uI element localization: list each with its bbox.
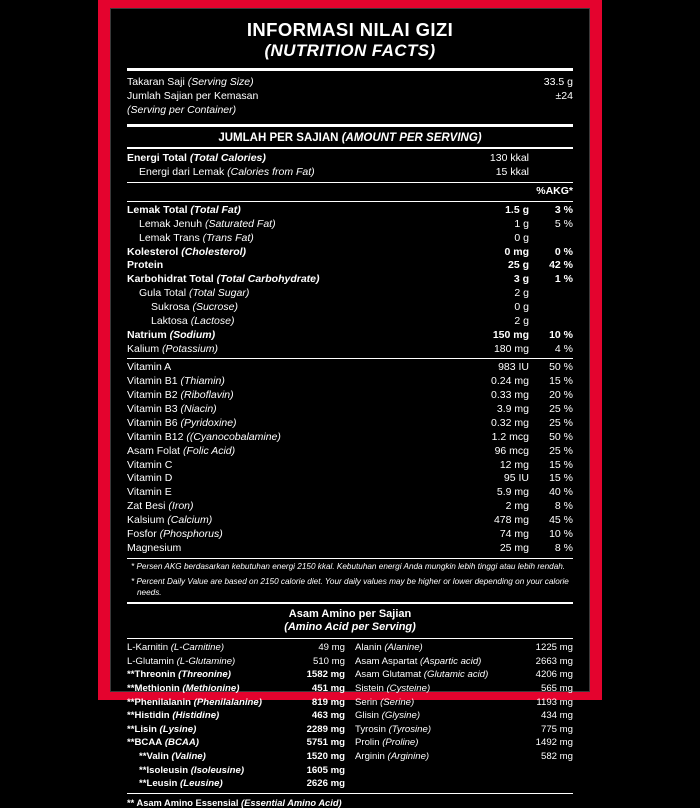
row-label-en: (Riboflavin) <box>177 389 234 402</box>
row-label <box>355 668 515 682</box>
row-label-en: (Lactose) <box>187 314 235 327</box>
row-value: 150 mg <box>492 328 529 341</box>
row-value: 1.5 g <box>505 204 529 217</box>
row-label-en: (BCAA) <box>162 737 199 749</box>
table-row <box>127 500 573 514</box>
row-percent: 1 % <box>554 273 573 286</box>
row-label-en: (Sucrose) <box>189 301 238 314</box>
row-label-en: (Glutamic acid) <box>421 669 489 681</box>
amino-acid-column-right <box>355 641 573 791</box>
table-row <box>127 682 345 696</box>
row-label <box>139 218 463 232</box>
row-label <box>127 655 287 669</box>
row-label-en: (Methionine) <box>179 683 240 695</box>
row-label <box>139 777 287 791</box>
row-label-en: (Alanine) <box>381 642 423 654</box>
row-label <box>151 315 463 329</box>
energy-from-fat-row <box>127 166 573 180</box>
row-label-id: Lemak Jenuh <box>139 217 203 230</box>
row-label-en: (Potassium) <box>159 342 219 355</box>
row-label <box>127 472 463 486</box>
table-row <box>355 696 573 710</box>
table-row <box>127 431 573 445</box>
row-label-id: Protein <box>127 259 164 272</box>
row-label <box>127 431 463 445</box>
row-label-id: Sistein <box>355 683 384 695</box>
row-label-id: Lemak Trans <box>139 231 200 244</box>
amount-per-serving-en: (AMOUNT PER SERVING) <box>341 132 482 145</box>
energy-total-label-id: Energi Total <box>127 152 187 165</box>
row-label-en: (Histidine) <box>169 710 220 722</box>
akg-header-row <box>127 185 573 199</box>
akg-header-label: %AKG* <box>536 185 573 198</box>
table-row <box>355 655 573 669</box>
row-label-id: Arginin <box>355 751 385 763</box>
table-row <box>127 375 573 389</box>
row-label <box>127 542 463 556</box>
table-row <box>127 232 573 246</box>
row-percent: 50 % <box>549 361 573 374</box>
row-label <box>355 641 515 655</box>
table-row <box>127 655 345 669</box>
row-label-id: **Valin <box>139 751 169 763</box>
energy-section <box>127 152 573 180</box>
row-label-id: Kolesterol <box>127 245 179 258</box>
row-percent: 15 % <box>549 375 573 388</box>
amino-acid-column-left <box>127 641 345 791</box>
row-label-en: (Isoleusine) <box>188 764 245 776</box>
row-label-id: **Threonin <box>127 669 176 681</box>
row-label-id: Vitamin E <box>127 486 172 499</box>
servings-per-container-label-id: Jumlah Sajian per Kemasan <box>127 89 259 102</box>
serving-size-label-en: (Serving Size) <box>187 75 254 88</box>
row-value: 1492 mg <box>535 737 573 749</box>
row-label <box>355 655 515 669</box>
row-value: 1582 mg <box>306 669 345 681</box>
row-label-en: (Folic Acid) <box>180 444 236 457</box>
row-label-en: (Glysine) <box>379 710 421 722</box>
row-label-id: Sukrosa <box>151 301 190 314</box>
row-percent: 42 % <box>549 259 573 272</box>
row-value: 3 g <box>513 273 529 286</box>
row-label <box>127 696 287 710</box>
row-value: 0.32 mg <box>491 416 529 429</box>
table-row <box>127 329 573 343</box>
row-value: 819 mg <box>311 696 345 708</box>
row-percent: 45 % <box>549 513 573 526</box>
energy-from-fat-label-id: Energi dari Lemak <box>139 166 225 179</box>
row-label <box>127 375 463 389</box>
row-value: 775 mg <box>541 723 573 735</box>
row-label-id: Asam Glutamat <box>355 669 422 681</box>
row-label <box>127 500 463 514</box>
row-label <box>355 709 515 723</box>
table-row <box>127 736 345 750</box>
row-label <box>127 486 463 500</box>
row-value: 2 mg <box>505 500 529 513</box>
row-label-id: **Leusin <box>139 778 178 790</box>
footnote-id: * Persen AKG berdasarkan kebutuhan energi 2150 kkal. Kebutuhan energi Anda mungkin lebih tinggi atau lebih rendah. <box>131 561 566 571</box>
row-label <box>139 287 463 301</box>
row-label <box>127 403 463 417</box>
table-row <box>127 389 573 403</box>
serving-size-row <box>127 76 573 90</box>
row-label <box>355 696 515 710</box>
row-label-en: (Arginine) <box>384 751 430 763</box>
row-label-en: ((Cyanocobalamine) <box>183 430 281 443</box>
row-value: 5751 mg <box>306 737 345 749</box>
row-label <box>127 459 463 473</box>
row-percent: 15 % <box>549 458 573 471</box>
serving-size-value: 33.5 g <box>543 75 573 88</box>
row-label <box>127 668 287 682</box>
row-label <box>151 301 463 315</box>
row-value: 25 mg <box>499 541 529 554</box>
row-percent: 10 % <box>549 527 573 540</box>
row-value: 582 mg <box>541 751 573 763</box>
servings-per-container-row <box>127 90 573 104</box>
table-row <box>127 259 573 273</box>
row-label <box>127 204 463 218</box>
row-label <box>355 736 515 750</box>
nutrition-panel <box>110 8 590 808</box>
footnotes <box>127 561 573 598</box>
divider-after-serving <box>127 124 573 127</box>
row-label-id: Kalium <box>127 342 160 355</box>
row-value: 4206 mg <box>535 669 573 681</box>
row-value: 983 IU <box>498 361 529 374</box>
row-label-en: (Leusine) <box>177 778 223 790</box>
table-row <box>355 750 573 764</box>
divider-before-amino <box>127 602 573 604</box>
row-label-en: (Threonine) <box>175 669 231 681</box>
row-value: 463 mg <box>311 710 345 722</box>
row-label-en: (Tyrosine) <box>385 723 432 735</box>
row-label-id: Lemak Total <box>127 204 188 217</box>
row-label <box>127 736 287 750</box>
table-row <box>127 343 573 357</box>
table-row <box>355 723 573 737</box>
servings-per-container-row-en <box>127 104 573 118</box>
row-value: 1520 mg <box>306 751 345 763</box>
table-row <box>127 315 573 329</box>
table-row <box>355 641 573 655</box>
row-label-en: (Calcium) <box>164 513 213 526</box>
row-label-id: Prolin <box>355 737 380 749</box>
row-label-en: (Cholesterol) <box>178 245 247 258</box>
row-label-id: Kalsium <box>127 513 165 526</box>
amount-per-serving-heading <box>127 132 573 144</box>
row-value: 180 mg <box>493 342 529 355</box>
table-row <box>355 709 573 723</box>
row-label <box>127 445 463 459</box>
row-value: 12 mg <box>499 458 529 471</box>
row-label-en: (Niacin) <box>177 403 217 416</box>
row-label <box>127 723 287 737</box>
row-label-id: **BCAA <box>127 737 163 749</box>
row-label <box>127 417 463 431</box>
row-label-en: (Trans Fat) <box>199 231 254 244</box>
nutrient-list <box>127 204 573 356</box>
table-row <box>127 361 573 375</box>
row-percent: 25 % <box>549 403 573 416</box>
row-value: 49 mg <box>318 642 345 654</box>
row-label-en: (Phenilalanine) <box>190 696 262 708</box>
row-label <box>355 750 515 764</box>
row-label-en: (Proline) <box>379 737 419 749</box>
table-row <box>127 641 345 655</box>
divider-top <box>127 68 573 71</box>
table-row <box>127 514 573 528</box>
row-label-en: (Valine) <box>168 751 206 763</box>
table-row <box>127 417 573 431</box>
row-value: 1605 mg <box>306 764 345 776</box>
row-label-id: Vitamin C <box>127 458 173 471</box>
row-label <box>127 259 463 273</box>
row-label-id: Gula Total <box>139 287 187 300</box>
vitamin-list <box>127 361 573 555</box>
table-row <box>127 445 573 459</box>
servings-per-container-label-en: (Serving per Container) <box>127 103 237 116</box>
row-value: 2 g <box>514 314 529 327</box>
row-percent: 0 % <box>554 245 573 258</box>
energy-total-row <box>127 152 573 166</box>
divider-after-heading <box>127 147 573 149</box>
row-label <box>127 246 463 260</box>
table-row <box>127 287 573 301</box>
table-row <box>127 696 345 710</box>
row-label-en: (Total Sugar) <box>186 287 250 300</box>
row-label-en: (Pyridoxine) <box>177 416 237 429</box>
table-row <box>127 273 573 287</box>
row-label-id: Vitamin A <box>127 361 172 374</box>
table-row <box>127 723 345 737</box>
table-row <box>127 777 345 791</box>
row-value: 25 g <box>507 259 529 272</box>
amino-acid-table <box>127 641 573 791</box>
divider-before-footnotes <box>127 558 573 559</box>
row-label-en: (L-Carnitine) <box>168 642 225 654</box>
row-label-id: Vitamin B3 <box>127 403 178 416</box>
row-label-id: Vitamin B6 <box>127 416 178 429</box>
row-value: 565 mg <box>541 683 573 695</box>
serving-size-label-id: Takaran Saji <box>127 75 185 88</box>
serving-section <box>127 76 573 118</box>
row-label-id: Asam Folat <box>127 444 181 457</box>
row-label-id: L-Karnitin <box>127 642 169 654</box>
row-label-id: Glisin <box>355 710 379 722</box>
table-row <box>127 764 345 778</box>
row-label-en: (Serine) <box>377 696 415 708</box>
row-label-en: (Lysine) <box>156 723 197 735</box>
divider-after-amino-heading <box>127 638 573 639</box>
row-label-id: Vitamin B2 <box>127 389 178 402</box>
row-value: 0 mg <box>504 245 529 258</box>
row-label <box>139 232 463 246</box>
table-row <box>127 218 573 232</box>
essential-amino-note <box>127 798 573 808</box>
row-value: 96 mcg <box>494 444 529 457</box>
amount-per-serving-id: JUMLAH PER SAJIAN <box>218 132 339 145</box>
row-label-en: (Saturated Fat) <box>202 217 276 230</box>
row-label-id: Vitamin D <box>127 472 173 485</box>
row-label-id: Zat Besi <box>127 500 166 513</box>
serving-size-label <box>127 76 503 90</box>
row-percent: 50 % <box>549 430 573 443</box>
row-label <box>139 764 287 778</box>
row-value: 2663 mg <box>535 655 573 667</box>
row-label-en: (Aspartic acid) <box>417 655 482 667</box>
row-value: 1193 mg <box>536 696 573 708</box>
table-row <box>127 459 573 473</box>
page-title <box>127 19 573 61</box>
row-label-id: Laktosa <box>151 314 188 327</box>
row-label-en: (Sodium) <box>166 328 216 341</box>
row-label-id: **Histidin <box>127 710 170 722</box>
table-row <box>127 472 573 486</box>
row-label <box>127 273 463 287</box>
row-label-id: Vitamin B12 <box>127 430 184 443</box>
row-percent: 40 % <box>549 486 573 499</box>
row-label-id: L-Glutamin <box>127 655 174 667</box>
row-percent: 8 % <box>554 541 573 554</box>
row-percent: 5 % <box>554 217 573 230</box>
row-label <box>127 361 463 375</box>
row-label <box>127 709 287 723</box>
row-value: 95 IU <box>503 472 529 485</box>
table-row <box>127 750 345 764</box>
energy-from-fat-label-en: (Calories from Fat) <box>227 166 315 179</box>
row-label-id: **Phenilalanin <box>127 696 191 708</box>
row-label <box>127 528 463 542</box>
energy-total-label <box>127 152 463 166</box>
energy-total-value: 130 kkal <box>489 152 529 165</box>
table-row <box>127 486 573 500</box>
energy-from-fat-label <box>139 166 463 180</box>
table-row <box>127 709 345 723</box>
energy-total-label-en: (Total Calories) <box>189 152 266 165</box>
energy-from-fat-value: 15 kkal <box>495 166 529 179</box>
row-value: 1 g <box>514 217 529 230</box>
title-id: INFORMASI NILAI GIZI <box>246 19 454 40</box>
divider-before-vitamins <box>127 358 573 359</box>
row-value: 478 mg <box>493 513 529 526</box>
row-label <box>127 514 463 528</box>
table-row <box>127 204 573 218</box>
row-label-en: (Total Fat) <box>187 204 241 217</box>
row-label <box>127 641 287 655</box>
row-value: 0 g <box>514 231 529 244</box>
row-label-id: Tyrosin <box>355 723 386 735</box>
table-row <box>127 542 573 556</box>
row-label-en: (Thiamin) <box>177 375 225 388</box>
row-value: 5.9 mg <box>496 486 529 499</box>
table-row <box>355 668 573 682</box>
row-percent: 8 % <box>554 500 573 513</box>
row-percent: 20 % <box>549 389 573 402</box>
row-value: 2289 mg <box>306 723 345 735</box>
row-label <box>127 343 463 357</box>
row-label-en: (Iron) <box>165 500 194 513</box>
row-value: 3.9 mg <box>496 403 529 416</box>
essential-amino-note-id: ** Asam Amino Essensial <box>127 797 239 808</box>
divider-before-akg <box>127 182 573 183</box>
row-value: 74 mg <box>499 527 529 540</box>
row-label-en: (Phosphorus) <box>156 527 223 540</box>
row-percent: 25 % <box>549 444 573 457</box>
essential-amino-note-en: (Essential Amino Acid) <box>241 797 342 808</box>
nutrition-panel-content <box>111 9 589 808</box>
row-label <box>355 682 515 696</box>
row-value: 0.33 mg <box>491 389 529 402</box>
row-value: 1225 mg <box>535 642 573 654</box>
servings-per-container-value: ±24 <box>555 89 573 102</box>
row-label <box>139 750 287 764</box>
row-percent: 10 % <box>549 328 573 341</box>
row-value: 0 g <box>514 301 529 314</box>
table-row <box>127 668 345 682</box>
table-row <box>127 301 573 315</box>
row-label-id: Fosfor <box>127 527 157 540</box>
row-label-id: Asam Aspartat <box>355 655 418 667</box>
row-label-en: (L-Glutamine) <box>173 655 236 667</box>
amino-acid-heading-en: (Amino Acid per Serving) <box>284 621 416 634</box>
row-label <box>355 723 515 737</box>
row-label <box>127 682 287 696</box>
table-row <box>127 528 573 542</box>
amino-acid-heading-id: Asam Amino per Sajian <box>288 607 412 620</box>
row-percent: 15 % <box>549 472 573 485</box>
row-label-id: **Isoleusin <box>139 764 189 776</box>
divider-before-bottom-note <box>127 793 573 794</box>
amino-acid-heading <box>127 608 573 636</box>
divider-after-akg <box>127 201 573 202</box>
row-label-en: (Total Carbohydrate) <box>213 273 320 286</box>
table-row <box>355 682 573 696</box>
row-label-en: (Cysteine) <box>383 683 431 695</box>
row-label-id: Natrium <box>127 328 167 341</box>
row-label-id: Vitamin B1 <box>127 375 178 388</box>
footnote-en: * Percent Daily Value are based on 2150 calorie diet. Your daily values may be higher or lower depending on your calorie needs. <box>131 576 569 597</box>
row-value: 2 g <box>514 287 529 300</box>
row-value: 2626 mg <box>306 778 345 790</box>
row-label-id: Alanin <box>355 642 382 654</box>
row-value: 451 mg <box>311 683 345 695</box>
row-label-id: Serin <box>355 696 378 708</box>
table-row <box>127 403 573 417</box>
row-label-id: **Methionin <box>127 683 180 695</box>
row-percent: 4 % <box>554 342 573 355</box>
row-label <box>127 389 463 403</box>
row-percent: 3 % <box>554 204 573 217</box>
table-row <box>355 736 573 750</box>
row-value: 0.24 mg <box>491 375 529 388</box>
row-label-id: Magnesium <box>127 541 182 554</box>
title-en: (NUTRITION FACTS) <box>264 40 436 60</box>
row-value: 1.2 mcg <box>491 430 529 443</box>
table-row <box>127 246 573 260</box>
row-value: 510 mg <box>313 655 345 667</box>
row-label <box>127 329 463 343</box>
row-percent: 25 % <box>549 416 573 429</box>
row-label-id: **Lisin <box>127 723 157 735</box>
row-label-id: Karbohidrat Total <box>127 273 214 286</box>
row-value: 434 mg <box>541 710 573 722</box>
